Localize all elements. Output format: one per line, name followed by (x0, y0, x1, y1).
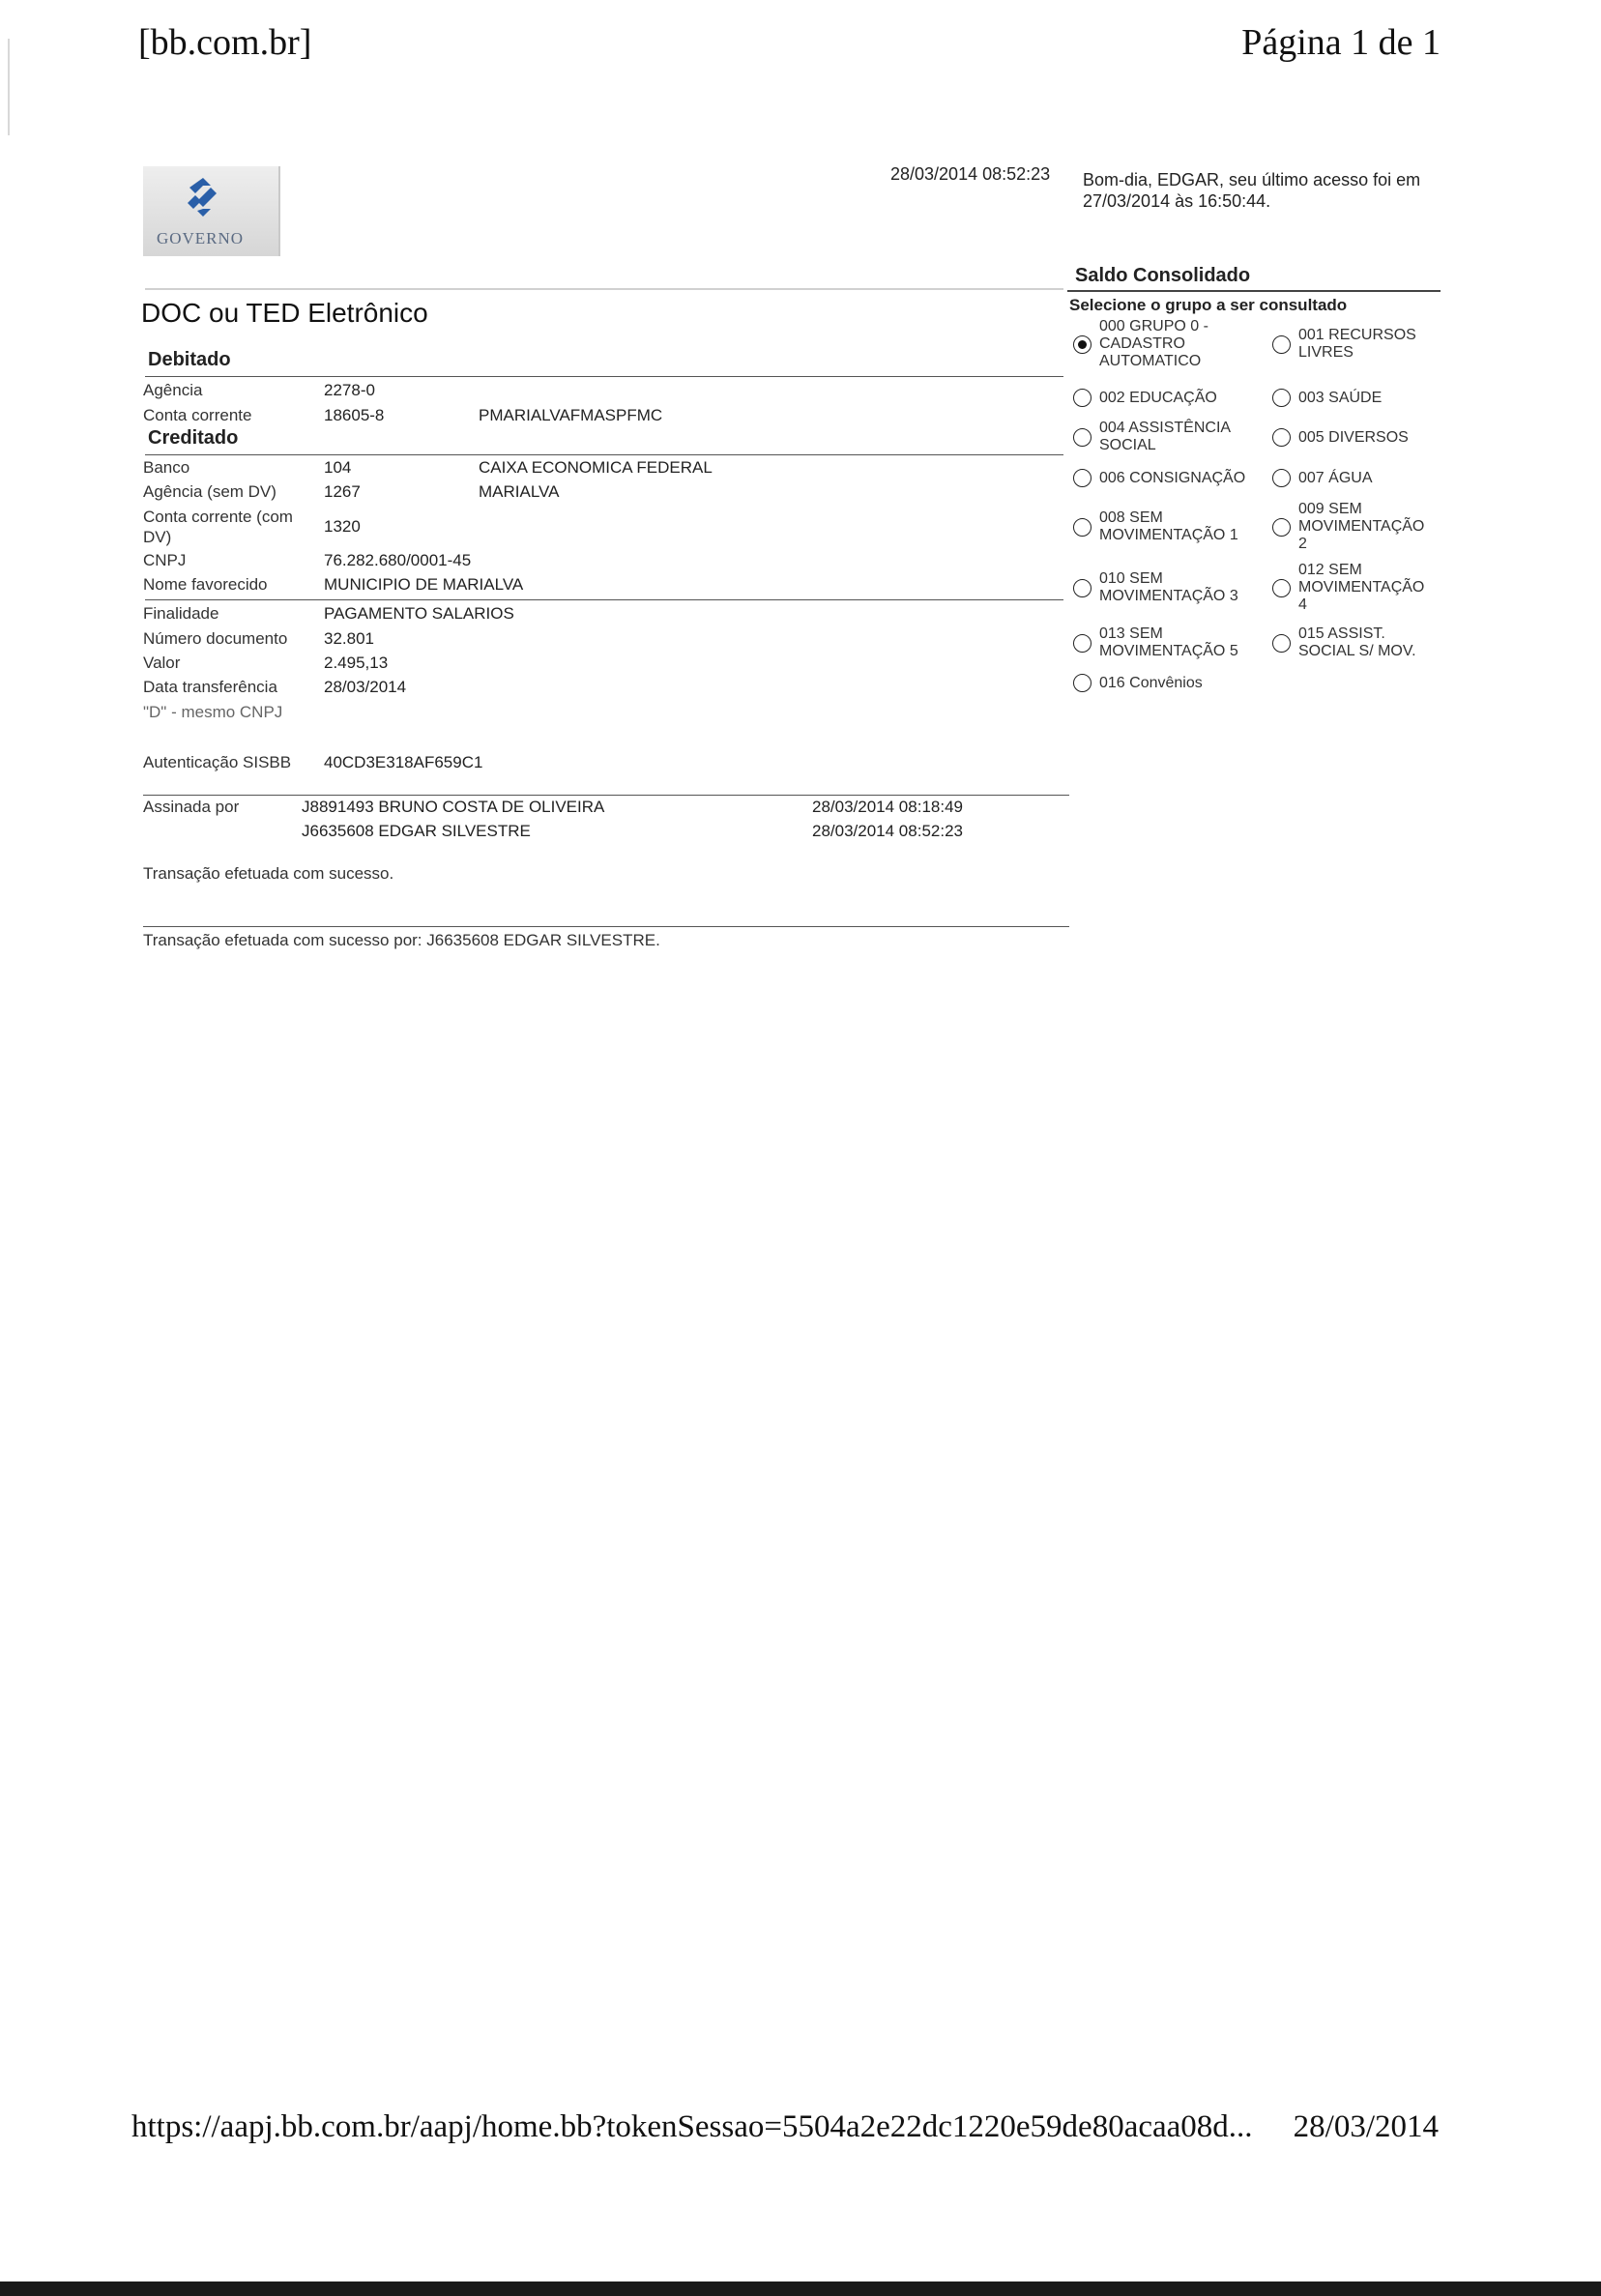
divider (143, 926, 1069, 927)
radio-option-009[interactable] (1272, 501, 1424, 553)
option-label: 015 ASSIST. (1298, 625, 1385, 642)
debitado-heading: Debitado (148, 349, 231, 370)
data-transferencia-value: 28/03/2014 (324, 678, 407, 696)
signer-datetime: 28/03/2014 08:52:23 (812, 822, 963, 840)
logo-label: GOVERNO (156, 229, 245, 247)
divider (143, 795, 1069, 796)
creditado-cnpj-value: 76.282.680/0001-45 (324, 551, 472, 569)
option-label: MOVIMENTAÇÃO 5 (1099, 643, 1238, 659)
scan-bottom-edge (0, 2281, 1601, 2296)
creditado-banco-name: CAIXA ECONOMICA FEDERAL (479, 458, 713, 477)
option-label: MOVIMENTAÇÃO 3 (1099, 588, 1238, 604)
numero-documento-label: Número documento (143, 629, 288, 648)
transaction-status-by: Transação efetuada com sucesso por: J6635608 EDGAR SILVESTRE. (143, 931, 660, 949)
signer-name: J6635608 EDGAR SILVESTRE (302, 822, 531, 840)
radio-option-012[interactable] (1272, 562, 1424, 614)
radio-button[interactable] (1073, 518, 1092, 537)
creditado-favorecido-label: Nome favorecido (143, 575, 268, 594)
option-label: 2 (1298, 536, 1307, 552)
debitado-conta-value: 18605-8 (324, 406, 385, 424)
radio-option-016[interactable] (1073, 674, 1203, 692)
option-label: 008 SEM (1099, 509, 1163, 526)
signer-name: J8891493 BRUNO COSTA DE OLIVEIRA (302, 798, 605, 816)
radio-button[interactable] (1073, 469, 1092, 487)
radio-option-007[interactable] (1272, 469, 1372, 487)
option-label: 016 Convênios (1099, 674, 1203, 691)
radio-option-015[interactable] (1272, 625, 1416, 660)
creditado-favorecido-value: MUNICIPIO DE MARIALVA (324, 575, 524, 594)
creditado-banco-value: 104 (324, 458, 352, 477)
mesmo-cnpj-note: "D" - mesmo CNPJ (143, 703, 283, 721)
debitado-agencia-value: 2278-0 (324, 381, 375, 399)
radio-option-010[interactable] (1073, 570, 1238, 605)
radio-button[interactable] (1073, 428, 1092, 447)
radio-button[interactable] (1272, 469, 1291, 487)
autenticacao-value: 40CD3E318AF659C1 (324, 753, 483, 771)
print-header-page-number: Página 1 de 1 (1241, 22, 1441, 63)
transaction-status: Transação efetuada com sucesso. (143, 864, 394, 883)
data-transferencia-label: Data transferência (143, 678, 277, 696)
radio-option-001[interactable] (1272, 327, 1416, 362)
option-label: 006 CONSIGNAÇÃO (1099, 469, 1246, 486)
option-label: 009 SEM (1298, 501, 1362, 517)
radio-option-004[interactable] (1073, 420, 1231, 454)
radio-button[interactable] (1272, 579, 1291, 597)
radio-button[interactable] (1272, 518, 1291, 537)
creditado-agencia-label: Agência (sem DV) (143, 482, 277, 501)
divider (145, 376, 1063, 377)
option-label: 007 ÁGUA (1298, 469, 1373, 486)
radio-button[interactable] (1272, 428, 1291, 447)
autenticacao-label: Autenticação SISBB (143, 753, 292, 771)
creditado-agencia-city: MARIALVA (479, 482, 560, 501)
radio-button[interactable] (1073, 579, 1092, 597)
option-label: 4 (1298, 596, 1307, 613)
option-label: LIVRES (1298, 344, 1354, 361)
radio-option-005[interactable] (1272, 428, 1409, 447)
option-label: 002 EDUCAÇÃO (1099, 389, 1217, 406)
print-header-site: [bb.com.br] (138, 22, 312, 63)
radio-button[interactable] (1272, 389, 1291, 407)
print-footer-url: https://aapj.bb.com.br/aapj/home.bb?tokenSessao=5504a2e22dc1220e59de80acaa08d... (131, 2109, 1253, 2144)
creditado-conta-value: 1320 (324, 517, 361, 536)
valor-value: 2.495,13 (324, 654, 389, 672)
option-label: CADASTRO (1099, 335, 1185, 352)
page-title: DOC ou TED Eletrônico (141, 298, 428, 328)
radio-option-008[interactable] (1073, 509, 1238, 544)
finalidade-label: Finalidade (143, 604, 219, 623)
debitado-agencia-label: Agência (143, 381, 203, 399)
creditado-cnpj-label: CNPJ (143, 551, 187, 569)
option-label: MOVIMENTAÇÃO 1 (1099, 527, 1238, 543)
debitado-conta-label: Conta corrente (143, 406, 252, 424)
option-label: 005 DIVERSOS (1298, 428, 1409, 446)
radio-button[interactable] (1073, 634, 1092, 653)
bb-governo-logo[interactable] (143, 166, 280, 256)
option-label: SOCIAL (1099, 437, 1156, 453)
option-label: 013 SEM (1099, 625, 1163, 642)
radio-option-003[interactable] (1272, 389, 1382, 407)
select-group-label: Selecione o grupo a ser consultado (1069, 296, 1348, 314)
radio-button[interactable] (1272, 335, 1291, 354)
creditado-banco-label: Banco (143, 458, 190, 477)
creditado-conta-label-line2: DV) (143, 528, 172, 546)
greeting-message: Bom-dia, EDGAR, seu último acesso foi em 27/03/2014 às 16:50:44. (1083, 170, 1421, 211)
creditado-heading: Creditado (148, 427, 239, 449)
signer-datetime: 28/03/2014 08:18:49 (812, 798, 963, 816)
finalidade-value: PAGAMENTO SALARIOS (324, 604, 514, 623)
radio-option-000[interactable] (1073, 318, 1208, 370)
option-label: 012 SEM (1298, 562, 1362, 578)
radio-button[interactable] (1073, 389, 1092, 407)
saldo-consolidado-title: Saldo Consolidado (1075, 265, 1251, 286)
bb-logo-icon (182, 176, 224, 220)
creditado-agencia-value: 1267 (324, 482, 361, 501)
debitado-conta-holder: PMARIALVAFMASPFMC (479, 406, 663, 424)
radio-option-002[interactable] (1073, 389, 1217, 407)
divider (145, 599, 1063, 600)
option-label: 004 ASSISTÊNCIA (1099, 420, 1232, 436)
radio-option-013[interactable] (1073, 625, 1238, 660)
option-label: 003 SAÚDE (1298, 389, 1383, 406)
option-label: AUTOMATICO (1099, 353, 1202, 369)
assinada-por-label: Assinada por (143, 798, 240, 816)
radio-button-checked[interactable] (1073, 335, 1092, 354)
scan-edge (8, 39, 10, 135)
valor-label: Valor (143, 654, 181, 672)
radio-option-006[interactable] (1073, 469, 1245, 487)
header-divider (145, 288, 1063, 290)
creditado-conta-label-line1: Conta corrente (com (143, 508, 293, 526)
option-label: 000 GRUPO 0 - (1099, 318, 1208, 334)
print-footer-date: 28/03/2014 (1293, 2109, 1439, 2144)
option-label: 010 SEM (1099, 570, 1163, 587)
option-label: MOVIMENTAÇÃO (1298, 518, 1425, 535)
radio-button[interactable] (1073, 674, 1092, 692)
option-label: MOVIMENTAÇÃO (1298, 579, 1425, 596)
option-label: SOCIAL S/ MOV. (1298, 643, 1416, 659)
numero-documento-value: 32.801 (324, 629, 374, 648)
radio-button[interactable] (1272, 634, 1291, 653)
divider (145, 454, 1063, 455)
session-timestamp: 28/03/2014 08:52:23 (890, 164, 1051, 184)
option-label: 001 RECURSOS (1298, 327, 1416, 343)
saldo-divider (1067, 290, 1441, 292)
